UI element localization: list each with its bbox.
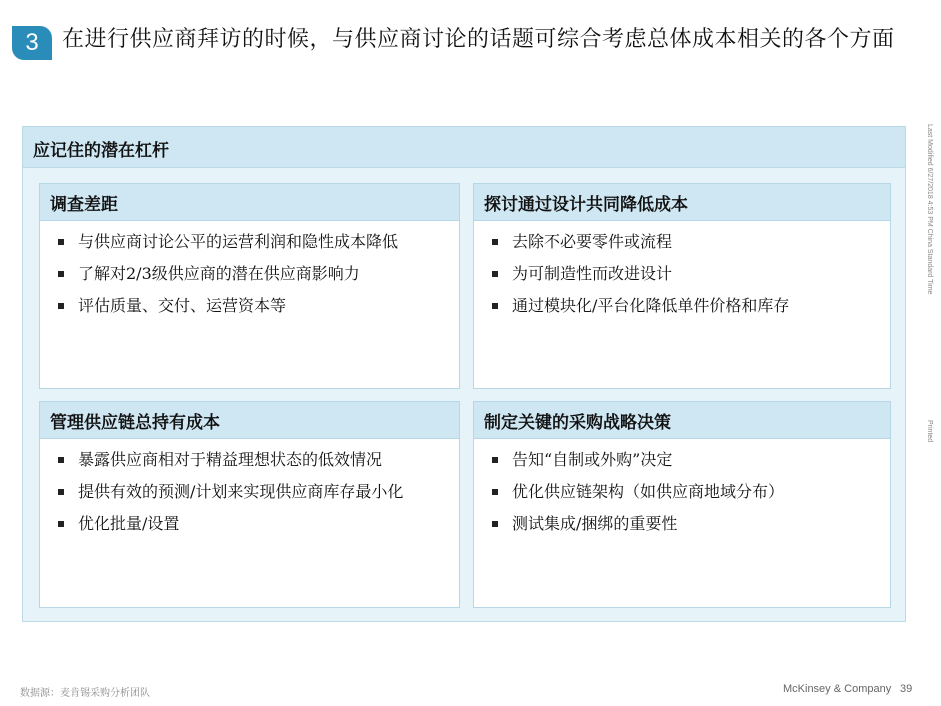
- list-item: [492, 511, 882, 537]
- list-item-text: 优化批量/设置: [78, 514, 180, 533]
- card-design-cost-reduction: [473, 183, 891, 389]
- card-title: 调查差距: [50, 194, 118, 215]
- list-item: [58, 447, 451, 473]
- square-bullet-icon: [58, 521, 64, 527]
- card-procurement-strategy: [473, 401, 891, 608]
- card-title: 管理供应链总持有成本: [50, 412, 220, 433]
- list-item: [492, 293, 882, 319]
- bullet-list: [40, 439, 459, 537]
- last-modified-note: Last Modified 6/27/2018 4:53 PM China Standard Time: [926, 124, 933, 295]
- list-item-text: 优化供应链架构（如供应商地域分布）: [512, 482, 785, 501]
- list-item-text: 告知“自制或外购”决定: [512, 450, 673, 469]
- printed-note: Printed: [926, 420, 933, 443]
- levers-panel-title: 应记住的潜在杠杆: [33, 141, 169, 161]
- card-investigate-gaps: [39, 183, 460, 389]
- slide-title: 在进行供应商拜访的时候，与供应商讨论的话题可综合考虑总体成本相关的各个方面: [62, 27, 895, 52]
- square-bullet-icon: [492, 239, 498, 245]
- bullet-list: [474, 439, 890, 537]
- square-bullet-icon: [492, 303, 498, 309]
- list-item: [58, 261, 451, 287]
- list-item-text: 评估质量、交付、运营资本等: [78, 296, 287, 315]
- list-item-text: 提供有效的预测/计划来实现供应商库存最小化: [78, 482, 404, 501]
- levers-panel: [22, 126, 906, 622]
- square-bullet-icon: [492, 457, 498, 463]
- list-item: [58, 293, 451, 319]
- card-title: 探讨通过设计共同降低成本: [484, 194, 688, 215]
- card-header: [474, 184, 890, 221]
- square-bullet-icon: [58, 457, 64, 463]
- list-item: [58, 479, 451, 505]
- square-bullet-icon: [58, 489, 64, 495]
- square-bullet-icon: [492, 489, 498, 495]
- card-title: 制定关键的采购战略决策: [484, 412, 671, 433]
- list-item-text: 去除不必要零件或流程: [512, 232, 673, 251]
- page-number: 39: [900, 683, 913, 695]
- square-bullet-icon: [492, 521, 498, 527]
- bullet-list: [474, 221, 890, 319]
- list-item-text: 暴露供应商相对于精益理想状态的低效情况: [78, 450, 383, 469]
- bullet-list: [40, 221, 459, 319]
- footer-brand: McKinsey & Company: [783, 683, 892, 695]
- list-item-text: 测试集成/捆绑的重要性: [512, 514, 678, 533]
- list-item-text: 通过模块化/平台化降低单件价格和库存: [512, 296, 790, 315]
- square-bullet-icon: [58, 303, 64, 309]
- footer-source: 数据源：麦肯锡采购分析团队: [20, 688, 150, 699]
- card-header: [40, 184, 459, 221]
- list-item: [58, 511, 451, 537]
- list-item: [492, 447, 882, 473]
- slide-number-badge: 3: [12, 26, 52, 60]
- list-item-text: 与供应商讨论公平的运营利润和隐性成本降低: [78, 232, 399, 251]
- card-supply-chain-cost: [39, 401, 460, 608]
- card-header: [40, 402, 459, 439]
- card-header: [474, 402, 890, 439]
- square-bullet-icon: [492, 271, 498, 277]
- list-item: [492, 261, 882, 287]
- levers-panel-header: [23, 127, 905, 168]
- square-bullet-icon: [58, 239, 64, 245]
- square-bullet-icon: [58, 271, 64, 277]
- list-item: [492, 479, 882, 505]
- list-item: [58, 229, 451, 255]
- list-item-text: 为可制造性而改进设计: [512, 264, 673, 283]
- list-item-text: 了解对2/3级供应商的潜在供应商影响力: [78, 264, 360, 283]
- list-item: [492, 229, 882, 255]
